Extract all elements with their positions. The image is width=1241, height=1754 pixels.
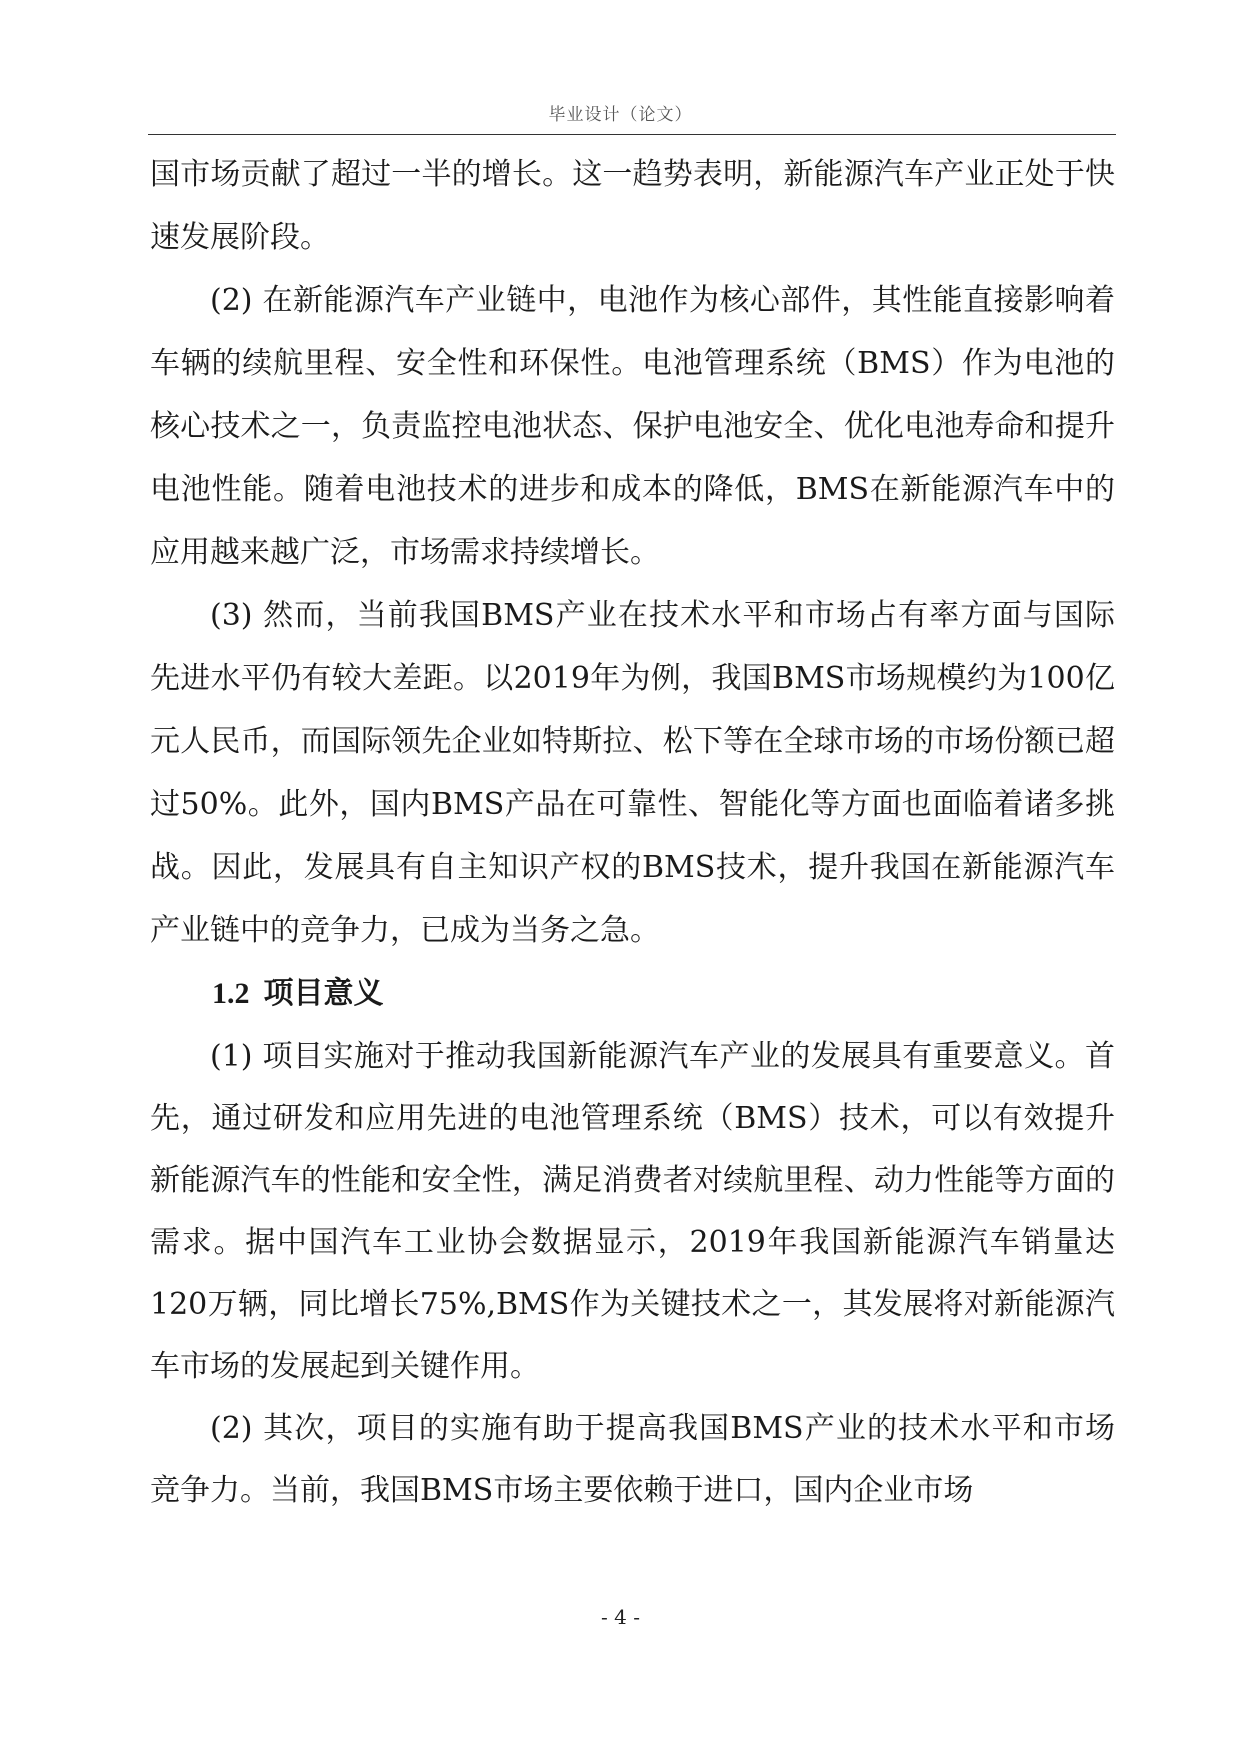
section-heading xyxy=(150,962,1115,1026)
section-number: 1.2 xyxy=(212,977,250,1010)
running-header: 毕业设计（论文） xyxy=(548,105,693,125)
page-number: - 4 - xyxy=(601,1605,640,1629)
section-title: 项目意义 xyxy=(263,976,384,1011)
paragraph-significance-1: (1) 项目实施对于推动我国新能源汽车产业的发展具有重要意义。首先，通过研发和应用先进的电池管理系统（BMS）技术，可以有效提升新能源汽车的性能和安全性，满足消费者对续航里程、动力性能等方面的需求。据中国汽车工业协会数据显示，2019年我国新能源汽车销量达120万辆，同比增长75%,BMS作为关键技术之一，其发展将对新能源汽车市场的发展起到关键作用。 xyxy=(150,1039,1115,1384)
paragraph-background-3: (3) 然而，当前我国BMS产业在技术水平和市场占有率方面与国际先进水平仍有较大差距。以2019年为例，我国BMS市场规模约为100亿元人民币，而国际领先企业如特斯拉、松下等在全球市场的市场份额已超过50%。此外，国内BMS产品在可靠性、智能化等方面也面临着诸多挑战。因此，发展具有自主知识产权的BMS技术，提升我国在新能源汽车产业链中的竞争力，已成为当务之急。 xyxy=(150,598,1115,948)
paragraph-significance-2: (2) 其次，项目的实施有助于提高我国BMS产业的技术水平和市场竞争力。当前，我国BMS市场主要依赖于进口，国内企业市场 xyxy=(150,1411,1115,1508)
paragraph-background-2: (2) 在新能源汽车产业链中，电池作为核心部件，其性能直接影响着车辆的续航里程、安全性和环保性。电池管理系统（BMS）作为电池的核心技术之一，负责监控电池状态、保护电池安全、优化电池寿命和提升电池性能。随着电池技术的进步和成本的降低，BMS在新能源汽车中的应用越来越广泛，市场需求持续增长。 xyxy=(150,283,1115,570)
header-rule xyxy=(148,134,1116,135)
paragraph-continuation: 国市场贡献了超过一半的增长。这一趋势表明，新能源汽车产业正处于快速发展阶段。 xyxy=(150,157,1115,255)
document-body xyxy=(150,143,1115,1522)
